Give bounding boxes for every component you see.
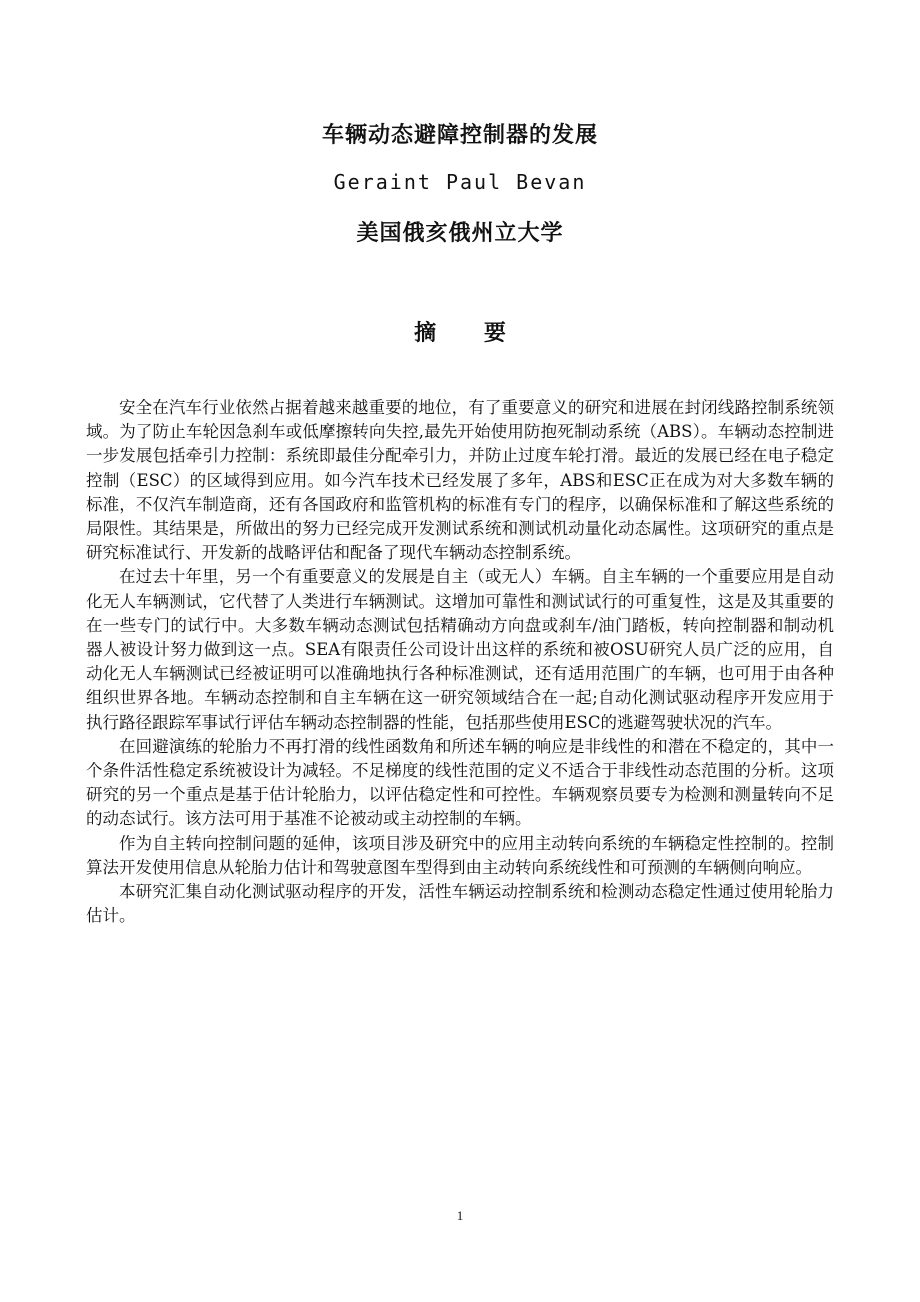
abstract-paragraph-3: 在回避演练的轮胎力不再打滑的线性函数角和所述车辆的响应是非线性的和潜在不稳定的，其中一个条件活性稳定系统被设计为减轻。不足梯度的线性范围的定义不适合于非线性动态范围的分析。这项研究的另一个重点是基于估计轮胎力，以评估稳定性和可控性。车辆观察员要专为检测和测量转向不足的动态试行。该方法可用于基准不论被动或主动控制的车辆。: [86, 736, 834, 829]
abstract-paragraph-4: 作为自主转向控制问题的延伸，该项目涉及研究中的应用主动转向系统的车辆稳定性控制的。控制算法开发使用信息从轮胎力估计和驾驶意图车型得到由主动转向系统线性和可预测的车辆侧向响应。: [86, 833, 834, 877]
abstract-paragraph-2: 在过去十年里，另一个有重要意义的发展是自主（或无人）车辆。自主车辆的一个重要应用是自动化无人车辆测试，它代替了人类进行车辆测试。这增加可靠性和测试试行的可重复性，这是及其重要的在一些专门的试行中。大多数车辆动态测试包括精确动方向盘或刹车/油门踏板，转向控制器和制动机器人被设计努力做到这一点。SEA有限责任公司设计出这样的系统和被OSU研究人员广泛的应用，自动化无人车辆测试已经被证明可以准确地执行各种标准测试，还有适用范围广的车辆，也可用于由各种组织世界各地。车辆动态控制和自主车辆在这一研究领域结合在一起;自动化测试驱动程序开发应用于执行路径跟踪军事试行评估车辆动态控制器的性能，包括那些使用ESC的逃避驾驶状况的汽车。: [86, 567, 834, 732]
page-number: 1: [456, 1208, 464, 1223]
abstract-paragraph-1: 安全在汽车行业依然占据着越来越重要的地位，有了重要意义的研究和进展在封闭线路控制系统领域。为了防止车轮因急刹车或低摩擦转向失控,最先开始使用防抱死制动系统（ABS）。车辆动态控制进一步发展包括牵引力控制：系统即最佳分配牵引力，并防止过度车轮打滑。最近的发展已经在电子稳定控制（ESC）的区域得到应用。如今汽车技术已经发展了多年，ABS和ESC正在成为对大多数车辆的标准，不仅汽车制造商，还有各国政府和监管机构的标准有专门的程序，以确保标准和了解这些系统的局限性。其结果是，所做出的努力已经完成开发测试系统和测试机动量化动态属性。这项研究的重点是研究标准试行、开发新的战略评估和配备了现代车辆动态控制系统。: [86, 398, 834, 563]
abstract-paragraph-5: 本研究汇集自动化测试驱动程序的开发，活性车辆运动控制系统和检测动态稳定性通过使用轮胎力估计。: [86, 882, 834, 926]
author-name: Geraint Paul Bevan: [333, 170, 587, 194]
abstract-body: [86, 396, 834, 928]
abstract-heading: 摘 要: [414, 321, 526, 346]
author-affiliation: 美国俄亥俄州立大学: [356, 221, 564, 246]
document-title: 车辆动态避障控制器的发展: [321, 123, 598, 148]
